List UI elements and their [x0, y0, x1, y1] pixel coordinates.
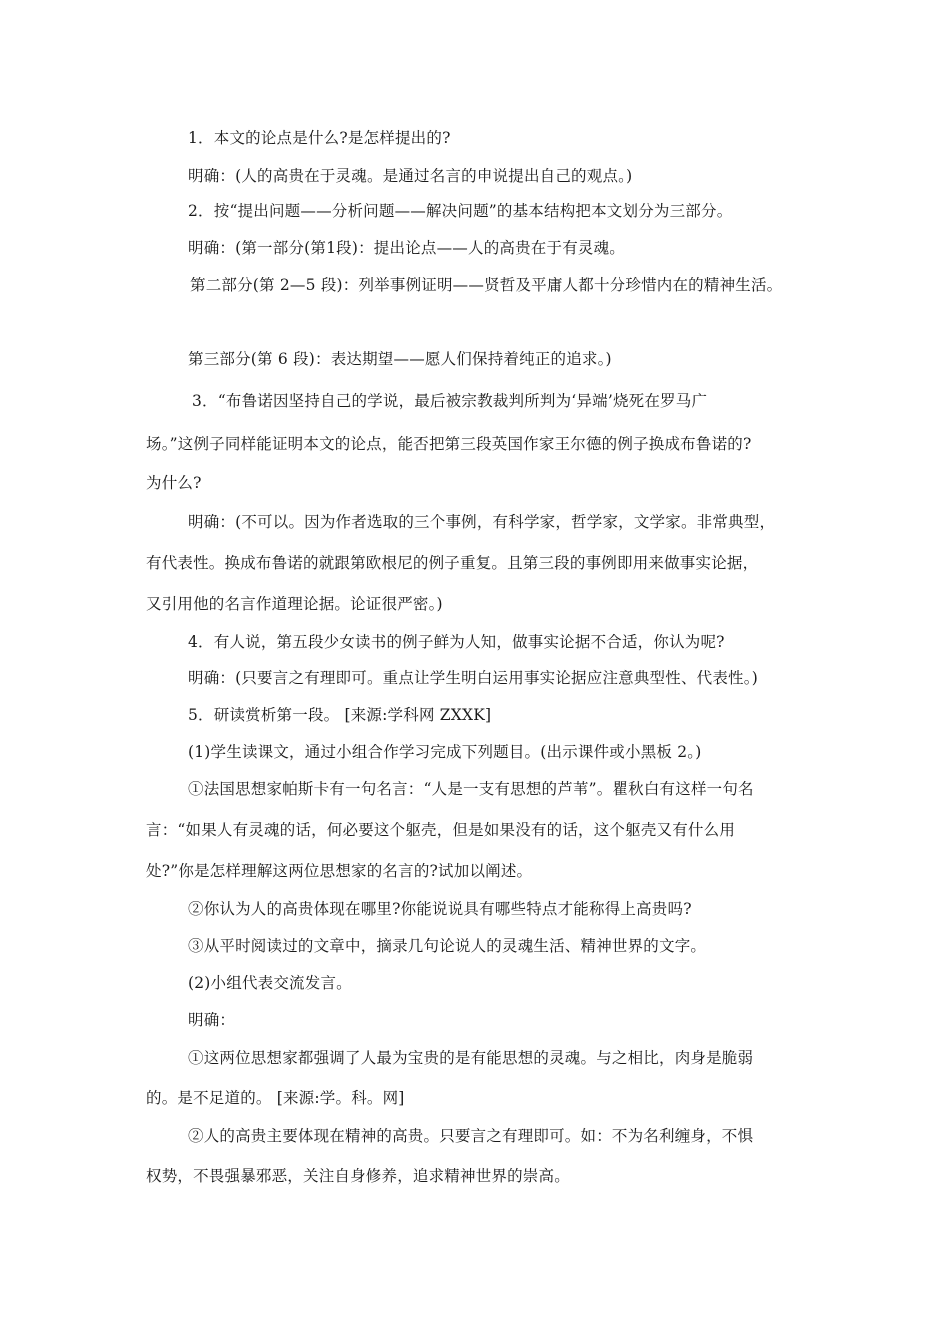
- answer-5-item-1-line-2: 的。是不足道的。 [来源:学。科。网]: [146, 1089, 405, 1107]
- answer-5-label: 明确：: [188, 1011, 236, 1029]
- task-1: (1)学生读课文，通过小组合作学习完成下列题目。(出示课件或小黑板 2。): [188, 743, 702, 761]
- answer-4: 明确：(只要言之有理即可。重点让学生明白运用事实论据应注意典型性、代表性。): [188, 669, 758, 687]
- question-3-line-1: 3．“布鲁诺因坚持自己的学说，最后被宗教裁判所判为‘异端’烧死在罗马广: [192, 392, 708, 410]
- item-2: ②你认为人的高贵体现在哪里?你能说说具有哪些特点才能称得上高贵吗?: [188, 900, 692, 918]
- item-1-line-2: 言：“如果人有灵魂的话，何必要这个躯壳，但是如果没有的话，这个躯壳又有什么用: [146, 821, 736, 839]
- answer-3-line-1: 明确：(不可以。因为作者选取的三个事例，有科学家，哲学家，文学家。非常典型，: [188, 513, 776, 531]
- item-1-line-1: ①法国思想家帕斯卡有一句名言：“人是一支有思想的芦苇”。瞿秋白有这样一句名: [188, 780, 754, 798]
- task-2: (2)小组代表交流发言。: [188, 974, 352, 992]
- question-3-line-3: 为什么?: [146, 474, 202, 492]
- question-5: 5．研读赏析第一段。 [来源:学科网 ZXXK]: [188, 706, 492, 724]
- answer-2-part-2: 第二部分(第 2—5 段)：列举事例证明——贤哲及平庸人都十分珍惜内在的精神生活。: [190, 276, 783, 294]
- question-2: 2．按“提出问题——分析问题——解决问题”的基本结构把本文划分为三部分。: [188, 202, 733, 220]
- item-3: ③从平时阅读过的文章中，摘录几句论说人的灵魂生活、精神世界的文字。: [188, 937, 707, 955]
- question-4: 4．有人说，第五段少女读书的例子鲜为人知，做事实论据不合适，你认为呢?: [188, 633, 725, 651]
- answer-5-item-2-line-2: 权势，不畏强暴邪恶，关注自身修养，追求精神世界的崇高。: [146, 1167, 570, 1185]
- question-3-line-2: 场。”这例子同样能证明本文的论点，能否把第三段英国作家王尔德的例子换成布鲁诺的?: [146, 435, 752, 453]
- answer-1: 明确：(人的高贵在于灵魂。是通过名言的申说提出自己的观点。): [188, 167, 633, 185]
- question-1: 1．本文的论点是什么?是怎样提出的?: [188, 129, 451, 147]
- answer-5-item-1-line-1: ①这两位思想家都强调了人最为宝贵的是有能思想的灵魂。与之相比，肉身是脆弱: [188, 1049, 754, 1067]
- answer-3-line-3: 又引用他的名言作道理论据。论证很严密。): [146, 595, 443, 613]
- answer-2-part-3: 第三部分(第 6 段)：表达期望——愿人们保持着纯正的追求。): [188, 350, 612, 368]
- answer-5-item-2-line-1: ②人的高贵主要体现在精神的高贵。只要言之有理即可。如：不为名利缠身，不惧: [188, 1127, 754, 1145]
- answer-3-line-2: 有代表性。换成布鲁诺的就跟第欧根尼的例子重复。且第三段的事例即用来做事实论据，: [146, 554, 759, 572]
- item-1-line-3: 处?”你是怎样理解这两位思想家的名言的?试加以阐述。: [146, 862, 533, 880]
- answer-2-part-1: 明确：(第一部分(第1段)：提出论点——人的高贵在于有灵魂。: [188, 239, 626, 257]
